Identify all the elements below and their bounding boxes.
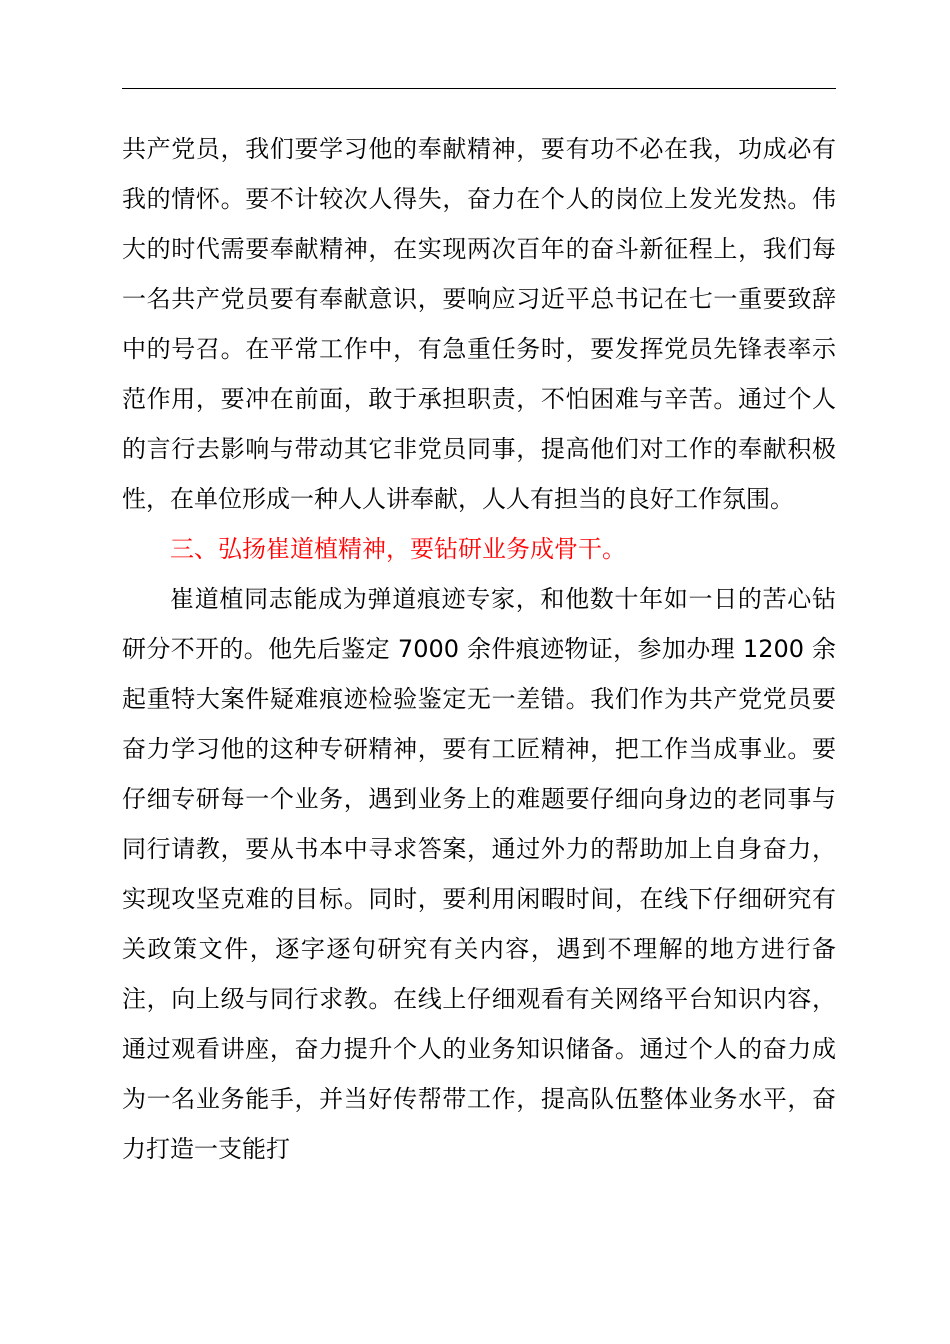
body-text bbox=[122, 124, 836, 1174]
header-rule bbox=[122, 88, 836, 89]
section-heading: 三、弘扬崔道植精神，要钻研业务成骨干。 bbox=[170, 535, 626, 563]
paragraph-body: 崔道植同志能成为弹道痕迹专家，和他数十年如一日的苦心钻研分不开的。他先后鉴定 7000 余件痕迹物证，参加办理 1200 余起重特大案件疑难痕迹检验鉴定无一差错。我们作为共产党党员要奋力学习他的这种专研精神，要有工匠精神，把工作当成事业。要仔细专研每一个业务，遇到业务上的难题要仔细向身边的老同事与同行请教，要从书本中寻求答案，通过外力的帮助加上自身奋力，实现攻坚克难的目标。同时，要利用闲暇时间，在线下仔细研究有关政策文件，逐字逐句研究有关内容，遇到不理解的地方进行备注，向上级与同行求教。在线上仔细观看有关网络平台知识内容，通过观看讲座，奋力提升个人的业务知识储备。通过个人的奋力成为一名业务能手，并当好传帮带工作，提高队伍整体业务水平，奋力打造一支能打 bbox=[122, 585, 836, 1163]
paragraph-continuation: 共产党员，我们要学习他的奉献精神，要有功不必在我，功成必有我的情怀。要不计较次人得失，奋力在个人的岗位上发光发热。伟大的时代需要奉献精神，在实现两次百年的奋斗新征程上，我们每一名共产党员要有奉献意识，要响应习近平总书记在七一重要致辞中的号召。在平常工作中，有急重任务时，要发挥党员先锋表率示范作用，要冲在前面，敢于承担职责，不怕困难与辛苦。通过个人的言行去影响与带动其它非党员同事，提高他们对工作的奉献积极性，在单位形成一种人人讲奉献，人人有担当的良好工作氛围。 bbox=[122, 135, 836, 513]
